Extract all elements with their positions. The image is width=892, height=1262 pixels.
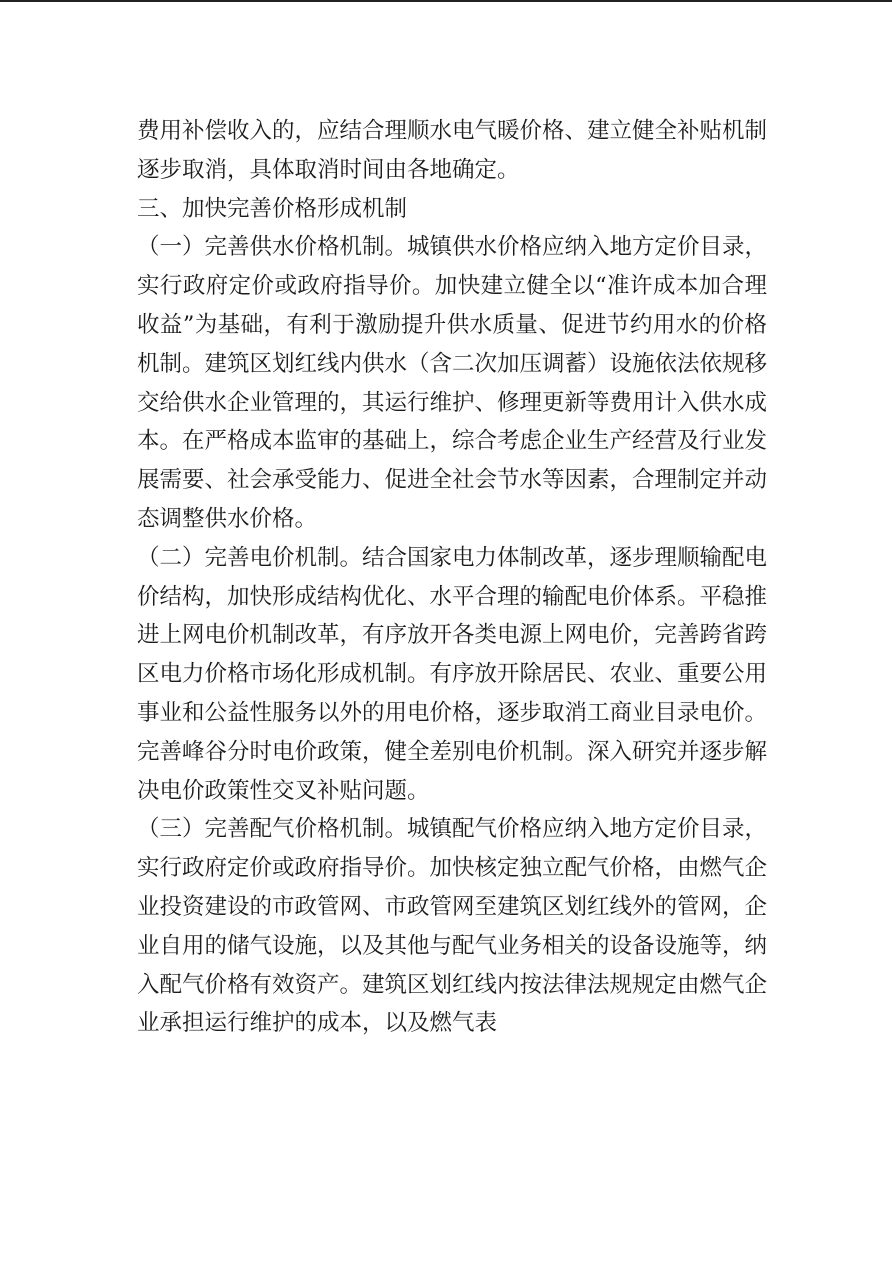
paragraph-electricity-price: （二）完善电价机制。结合国家电力体制改革，逐步理顺输配电价结构，加快形成结构优化、水平合理的输配电价体系。平稳推进上网电价机制改革，有序放开各类电源上网电价，完善跨省跨区电力价格市场化形成机制。有序放开除居民、农业、重要公用事业和公益性服务以外的用电价格，逐步取消工商业目录电价。完善峰谷分时电价政策，健全差别电价机制。深入研究并逐步解决电价政策性交叉补贴问题。 bbox=[137, 544, 768, 804]
paragraph-subsidy-continuation: 费用补偿收入的，应结合理顺水电气暖价格、建立健全补贴机制逐步取消，具体取消时间由各地确定。 bbox=[137, 118, 768, 183]
paragraph-gas-price: （三）完善配气价格机制。城镇配气价格应纳入地方定价目录，实行政府定价或政府指导价。加快核定独立配气价格，由燃气企业投资建设的市政管网、市政管网至建筑区划红线外的管网，企业自用的储气设施，以及其他与配气业务相关的设备设施等，纳入配气价格有效资产。建筑区划红线内按法律法规规定由燃气企业承担运行维护的成本，以及燃气表 bbox=[137, 816, 768, 1037]
paragraph-water-price: （一）完善供水价格机制。城镇供水价格应纳入地方定价目录，实行政府定价或政府指导价。加快建立健全以“准许成本加合理收益”为基础，有利于激励提升供水质量、促进节约用水的价格机制。建筑区划红线内供水（含二次加压调蓄）设施依法依规移交给供水企业管理的，其运行维护、修理更新等费用计入供水成本。在严格成本监审的基础上，综合考虑企业生产经营及行业发展需要、社会承受能力、促进全社会节水等因素，合理制定并动态调整供水价格。 bbox=[137, 234, 768, 532]
section-heading-price-mechanism: 三、加快完善价格形成机制 bbox=[137, 195, 408, 222]
document-body bbox=[137, 112, 767, 1043]
